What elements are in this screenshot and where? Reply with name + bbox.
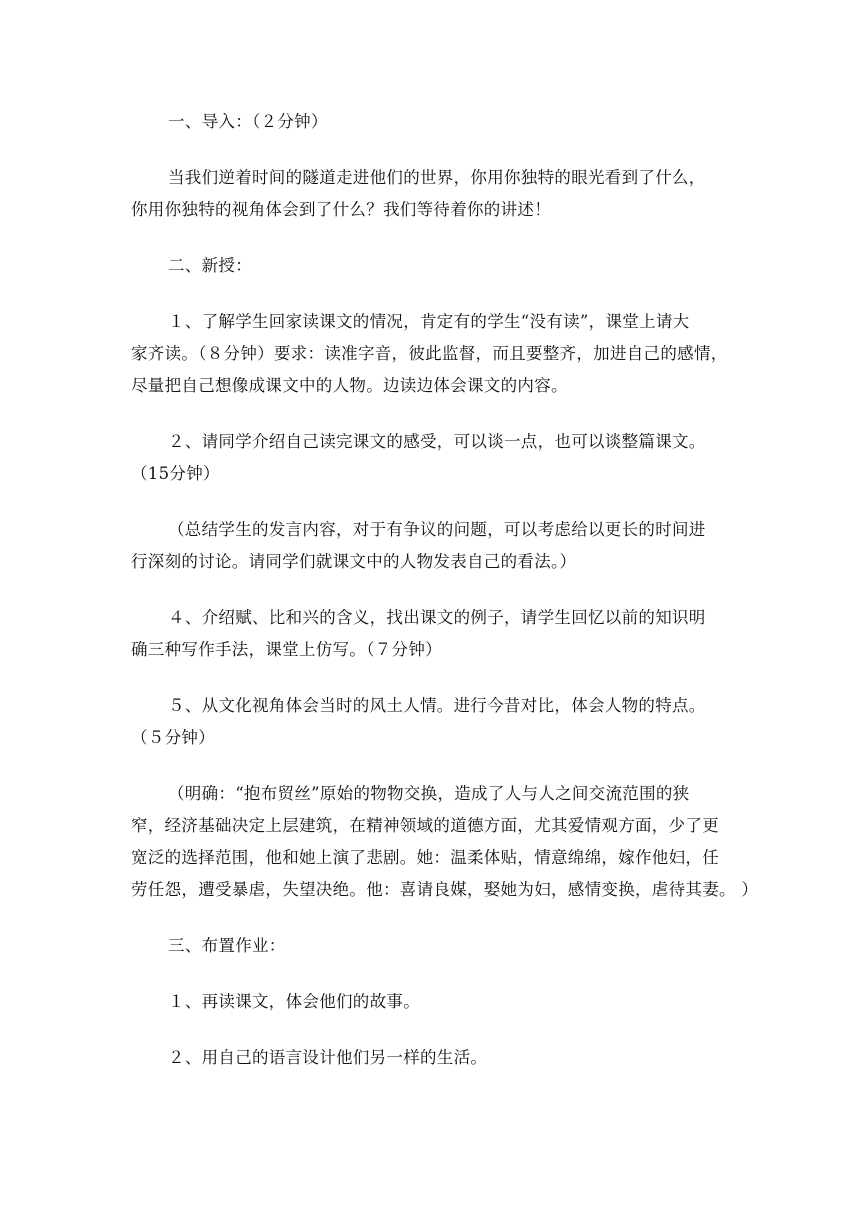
paragraph-line: （明确：“抱布贸丝”原始的物物交换，造成了人与人之间交流范围的狭 (168, 784, 690, 803)
section-heading-intro: 一、导入：（２分钟） (168, 112, 328, 131)
paragraph-line: 确三种写作手法，课堂上仿写。（７分钟） (131, 640, 442, 659)
paragraph-line: （总结学生的发言内容，对于有争议的问题，可以考虑给以更长的时间进 (168, 520, 706, 539)
paragraph-line: 尽量把自己想像成课文中的人物。边读边体会课文的内容。 (131, 376, 568, 395)
paragraph-line: １、了解学生回家读课文的情况，肯定有的学生“没有读”，课堂上请大 (168, 312, 690, 331)
section-heading-new-lesson: 二、新授： (168, 256, 252, 275)
paragraph-line: ４、介绍赋、比和兴的含义，找出课文的例子，请学生回忆以前的知识明 (168, 608, 706, 627)
paragraph-line: 家齐读。（８分钟）要求：读准字音，彼此监督，而且要整齐，加进自己的感情， (131, 344, 728, 363)
paragraph-line: 你用你独特的视角体会到了什么？我们等待着你的讲述！ (131, 200, 551, 219)
paragraph-line: ２、请同学介绍自己读完课文的感受，可以谈一点，也可以谈整篇课文。 (168, 432, 706, 451)
paragraph-line: 宽泛的选择范围，他和她上演了悲剧。她：温柔体贴，情意绵绵，嫁作他妇，任 (131, 848, 719, 867)
paragraph-line: １、再读课文，体会他们的故事。 (168, 992, 420, 1011)
paragraph-line: 行深刻的讨论。请同学们就课文中的人物发表自己的看法。） (131, 552, 577, 571)
paragraph-line: （15分钟） (131, 464, 220, 483)
paragraph-line: 当我们逆着时间的隧道走进他们的世界，你用你独特的眼光看到了什么， (168, 168, 706, 187)
paragraph-line: 劳任怨，遭受暴虐，失望决绝。他：喜请良媒，娶她为妇，感情变换，虐待其妻。 ） (131, 880, 759, 899)
paragraph-line: ５、从文化视角体会当时的风土人情。进行今昔对比，体会人物的特点。 (168, 696, 706, 715)
section-heading-homework: 三、布置作业： (168, 936, 286, 955)
paragraph-line: （５分钟） (131, 728, 215, 747)
paragraph-line: 窄，经济基础决定上层建筑，在精神领域的道德方面，尤其爱情观方面，少了更 (131, 816, 719, 835)
paragraph-line: ２、用自己的语言设计他们另一样的生活。 (168, 1048, 488, 1067)
